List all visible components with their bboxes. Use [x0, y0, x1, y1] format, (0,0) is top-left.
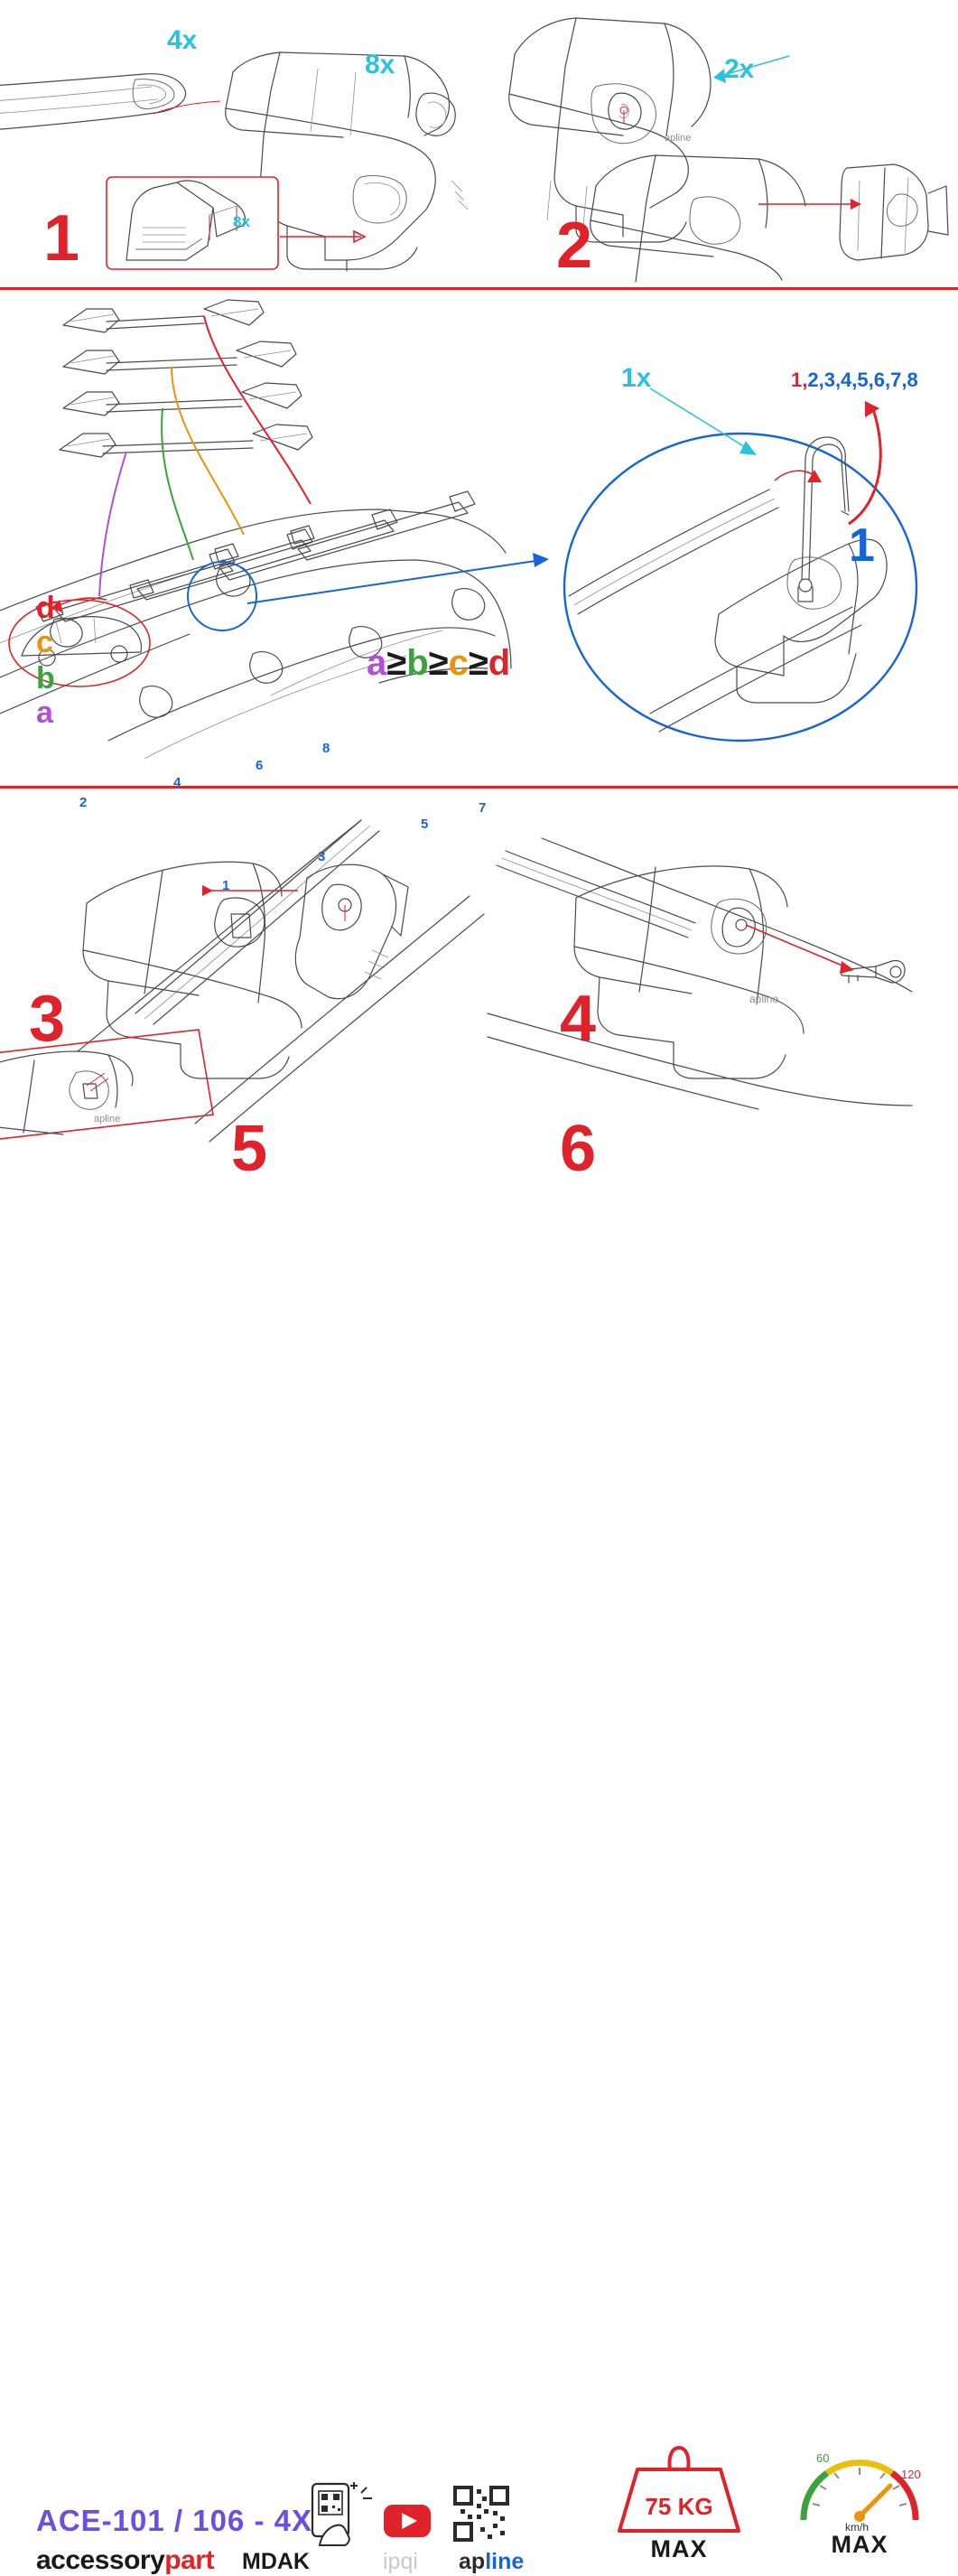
quantity-foot: 8x — [365, 50, 395, 79]
step-number-5: 5 — [231, 1113, 266, 1185]
max-load-block — [607, 2437, 751, 2563]
apline-logo-text-b: line — [485, 2549, 525, 2574]
speed-tick-60: 60 — [816, 2451, 830, 2465]
rack-foot-lock-drawing — [509, 18, 711, 242]
step-6-panel — [488, 788, 958, 1176]
svg-text:apline: apline — [94, 1114, 121, 1125]
mount-point-2: 2 — [79, 795, 88, 810]
svg-text:apline: apline — [749, 993, 779, 1005]
tighten-sequence: 1,2,3,4,5,6,7,8 — [791, 369, 918, 391]
quantity-crossbar: 4x — [167, 25, 198, 55]
rack-foot-allenkey-drawing — [569, 437, 887, 732]
youtube-icon[interactable] — [383, 2504, 432, 2538]
mount-point-4: 4 — [173, 775, 181, 790]
speed-tick-120: 120 — [901, 2468, 921, 2481]
step-6-drawing — [488, 838, 912, 1109]
product-code: ACE-101 / 106 - 4X — [36, 2504, 312, 2537]
apline-logo-text — [459, 2549, 524, 2575]
step-number-1: 1 — [43, 202, 79, 275]
speed-unit: km/h — [845, 2521, 870, 2534]
svg-text:apline: apline — [665, 133, 692, 144]
crossbar-drawing — [0, 74, 186, 130]
qr-scan-phone-icon[interactable] — [307, 2480, 376, 2549]
brand-name-first: accessory — [36, 2545, 165, 2575]
mount-point-6: 6 — [256, 758, 264, 773]
mount-point-1: 1 — [222, 878, 230, 893]
step-number-4: 4 — [560, 983, 595, 1055]
weight-icon — [607, 2437, 751, 2536]
inequality-expression: a≥b≥c≥d — [367, 643, 511, 683]
step-3-panel — [0, 289, 560, 1055]
crossbar-variant-rows — [60, 300, 312, 457]
speedometer-icon — [787, 2430, 932, 2534]
mount-point-8: 8 — [322, 741, 330, 756]
car-direction-inset — [9, 598, 150, 686]
row-label-b: b — [36, 661, 56, 695]
qr-code-icon[interactable] — [453, 2486, 509, 2542]
quantity-allen-key: 1x — [621, 363, 652, 393]
step-number-2: 2 — [556, 210, 591, 282]
step-1-panel — [0, 0, 488, 287]
max-load-label: MAX — [650, 2535, 708, 2562]
quantity-inset: 8x — [233, 213, 250, 230]
brand-name — [36, 2545, 214, 2576]
step-number-3: 3 — [29, 983, 64, 1055]
car-roof-drawing — [0, 509, 511, 759]
row-label-d: d — [36, 591, 56, 625]
footer — [0, 1246, 958, 2575]
max-speed-block — [787, 2430, 932, 2559]
ipqi-logo-text: ipqi — [383, 2549, 418, 2574]
step-number-6: 6 — [560, 1113, 595, 1185]
step-4-callout-number: 1 — [849, 519, 875, 572]
row-label-a: a — [36, 695, 54, 730]
quantity-key: 2x — [724, 54, 755, 84]
max-load-value: 75 KG — [645, 2493, 713, 2520]
max-speed-label: MAX — [831, 2531, 888, 2558]
mount-point-7: 7 — [479, 800, 487, 816]
step-5-drawing — [78, 820, 484, 1142]
brand-name-second: part — [164, 2545, 214, 2575]
step-2-panel — [488, 0, 958, 287]
mount-point-5: 5 — [421, 817, 429, 832]
row-label-c: c — [36, 625, 54, 659]
mount-point-3: 3 — [318, 849, 326, 864]
mdak-logo-text: MDAK — [242, 2549, 310, 2574]
rack-foot-exploded-drawing — [591, 155, 948, 282]
step-1-inset — [107, 177, 278, 269]
apline-logo-text-a: ap — [459, 2549, 486, 2574]
